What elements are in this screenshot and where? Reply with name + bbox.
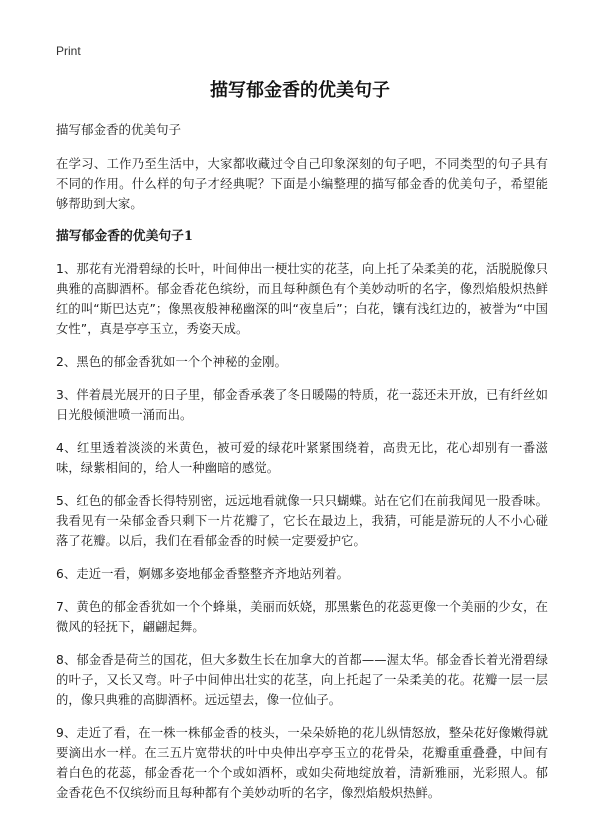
article-body xyxy=(56,120,548,816)
print-link[interactable]: Print xyxy=(56,44,81,58)
sentence-paragraph-9: 9、走近了看，在一株一株郁金香的枝头，一朵朵娇艳的花儿纵情怒放，整朵花好像嫩得就要滴出水一样。在三五片宽带状的叶中央伸出亭亭玉立的花骨朵，花瓣重重叠叠，中间有着白色的花蕊，郁金香花一个个或如酒杯，或如尖荷地绽放着，清新雅丽，光彩照人。郁金香花色不仅缤纷而且每种都有个美妙动听的名字，像烈焰般炽热鲜。 xyxy=(56,726,548,800)
article-subtitle: 描写郁金香的优美句子 xyxy=(56,122,182,137)
section-heading: 描写郁金香的优美句子1 xyxy=(56,229,193,244)
sentence-paragraph-4: 4、红里透着淡淡的米黄色，被可爱的绿花叶紧紧围绕着，高贵无比，花心却别有一番滋味，绿紫相间的，给人一种幽暗的感觉。 xyxy=(56,441,548,475)
page-title: 描写郁金香的优美句子 xyxy=(210,80,390,101)
sentence-paragraph-6: 6、走近一看，婀娜多姿地郁金香整整齐齐地站列着。 xyxy=(56,567,350,581)
sentence-paragraph-8: 8、郁金香是荷兰的国花，但大多数生长在加拿大的首都——渥太华。郁金香长着光滑碧绿的叶子，又长又弯。叶子中间伸出壮实的花茎，向上托起了一朵柔美的花。花瓣一层一层的，像只典雅的高脚酒杯。远远望去，像一位仙子。 xyxy=(56,653,548,707)
sentence-paragraph-2: 2、黑色的郁金香犹如一个个神秘的金刚。 xyxy=(56,355,288,369)
sentence-paragraph-3: 3、伴着晨光展开的日子里，郁金香承袭了冬日暖陽的特质，花一蕊还未开放，已有纤丝如日光般倾泄喷一涌而出。 xyxy=(56,388,548,422)
sentence-paragraph-7: 7、黄色的郁金香犹如一个个蜂巢，美丽而妖娆，那黑紫色的花蕊更像一个美丽的少女，在微风的轻抚下，翩翩起舞。 xyxy=(56,600,548,634)
sentence-paragraph-5: 5、红色的郁金香长得特别密，远远地看就像一只只蝴蝶。站在它们在前我闻见一股香味。我看见有一朵郁金香只剩下一片花瓣了，它长在最边上，我猜，可能是游玩的人不小心碰落了花瓣。以后，我们在看郁金香的时候一定要爱护它。 xyxy=(56,494,548,548)
intro-paragraph: 在学习、工作乃至生活中，大家都收藏过令自己印象深刻的句子吧，不同类型的句子具有不同的作用。什么样的句子才经典呢？下面是小编整理的描写郁金香的优美句子，希望能够帮助到大家。 xyxy=(56,157,548,211)
sentence-paragraph-1: 1、那花有光滑碧绿的长叶，叶间伸出一梗壮实的花茎，向上托了朵柔美的花，活脱脱像只典雅的高脚酒杯。郁金香花色缤纷，而且每种颜色有个美妙动听的名字，像烈焰般炽热鲜红的叫“斯巴达克”；像黑夜般神秘幽深的叫“夜皇后”；白花，镶有浅红边的，被誉为“中国女性”，真是亭亭玉立，秀姿天成。 xyxy=(56,262,548,336)
